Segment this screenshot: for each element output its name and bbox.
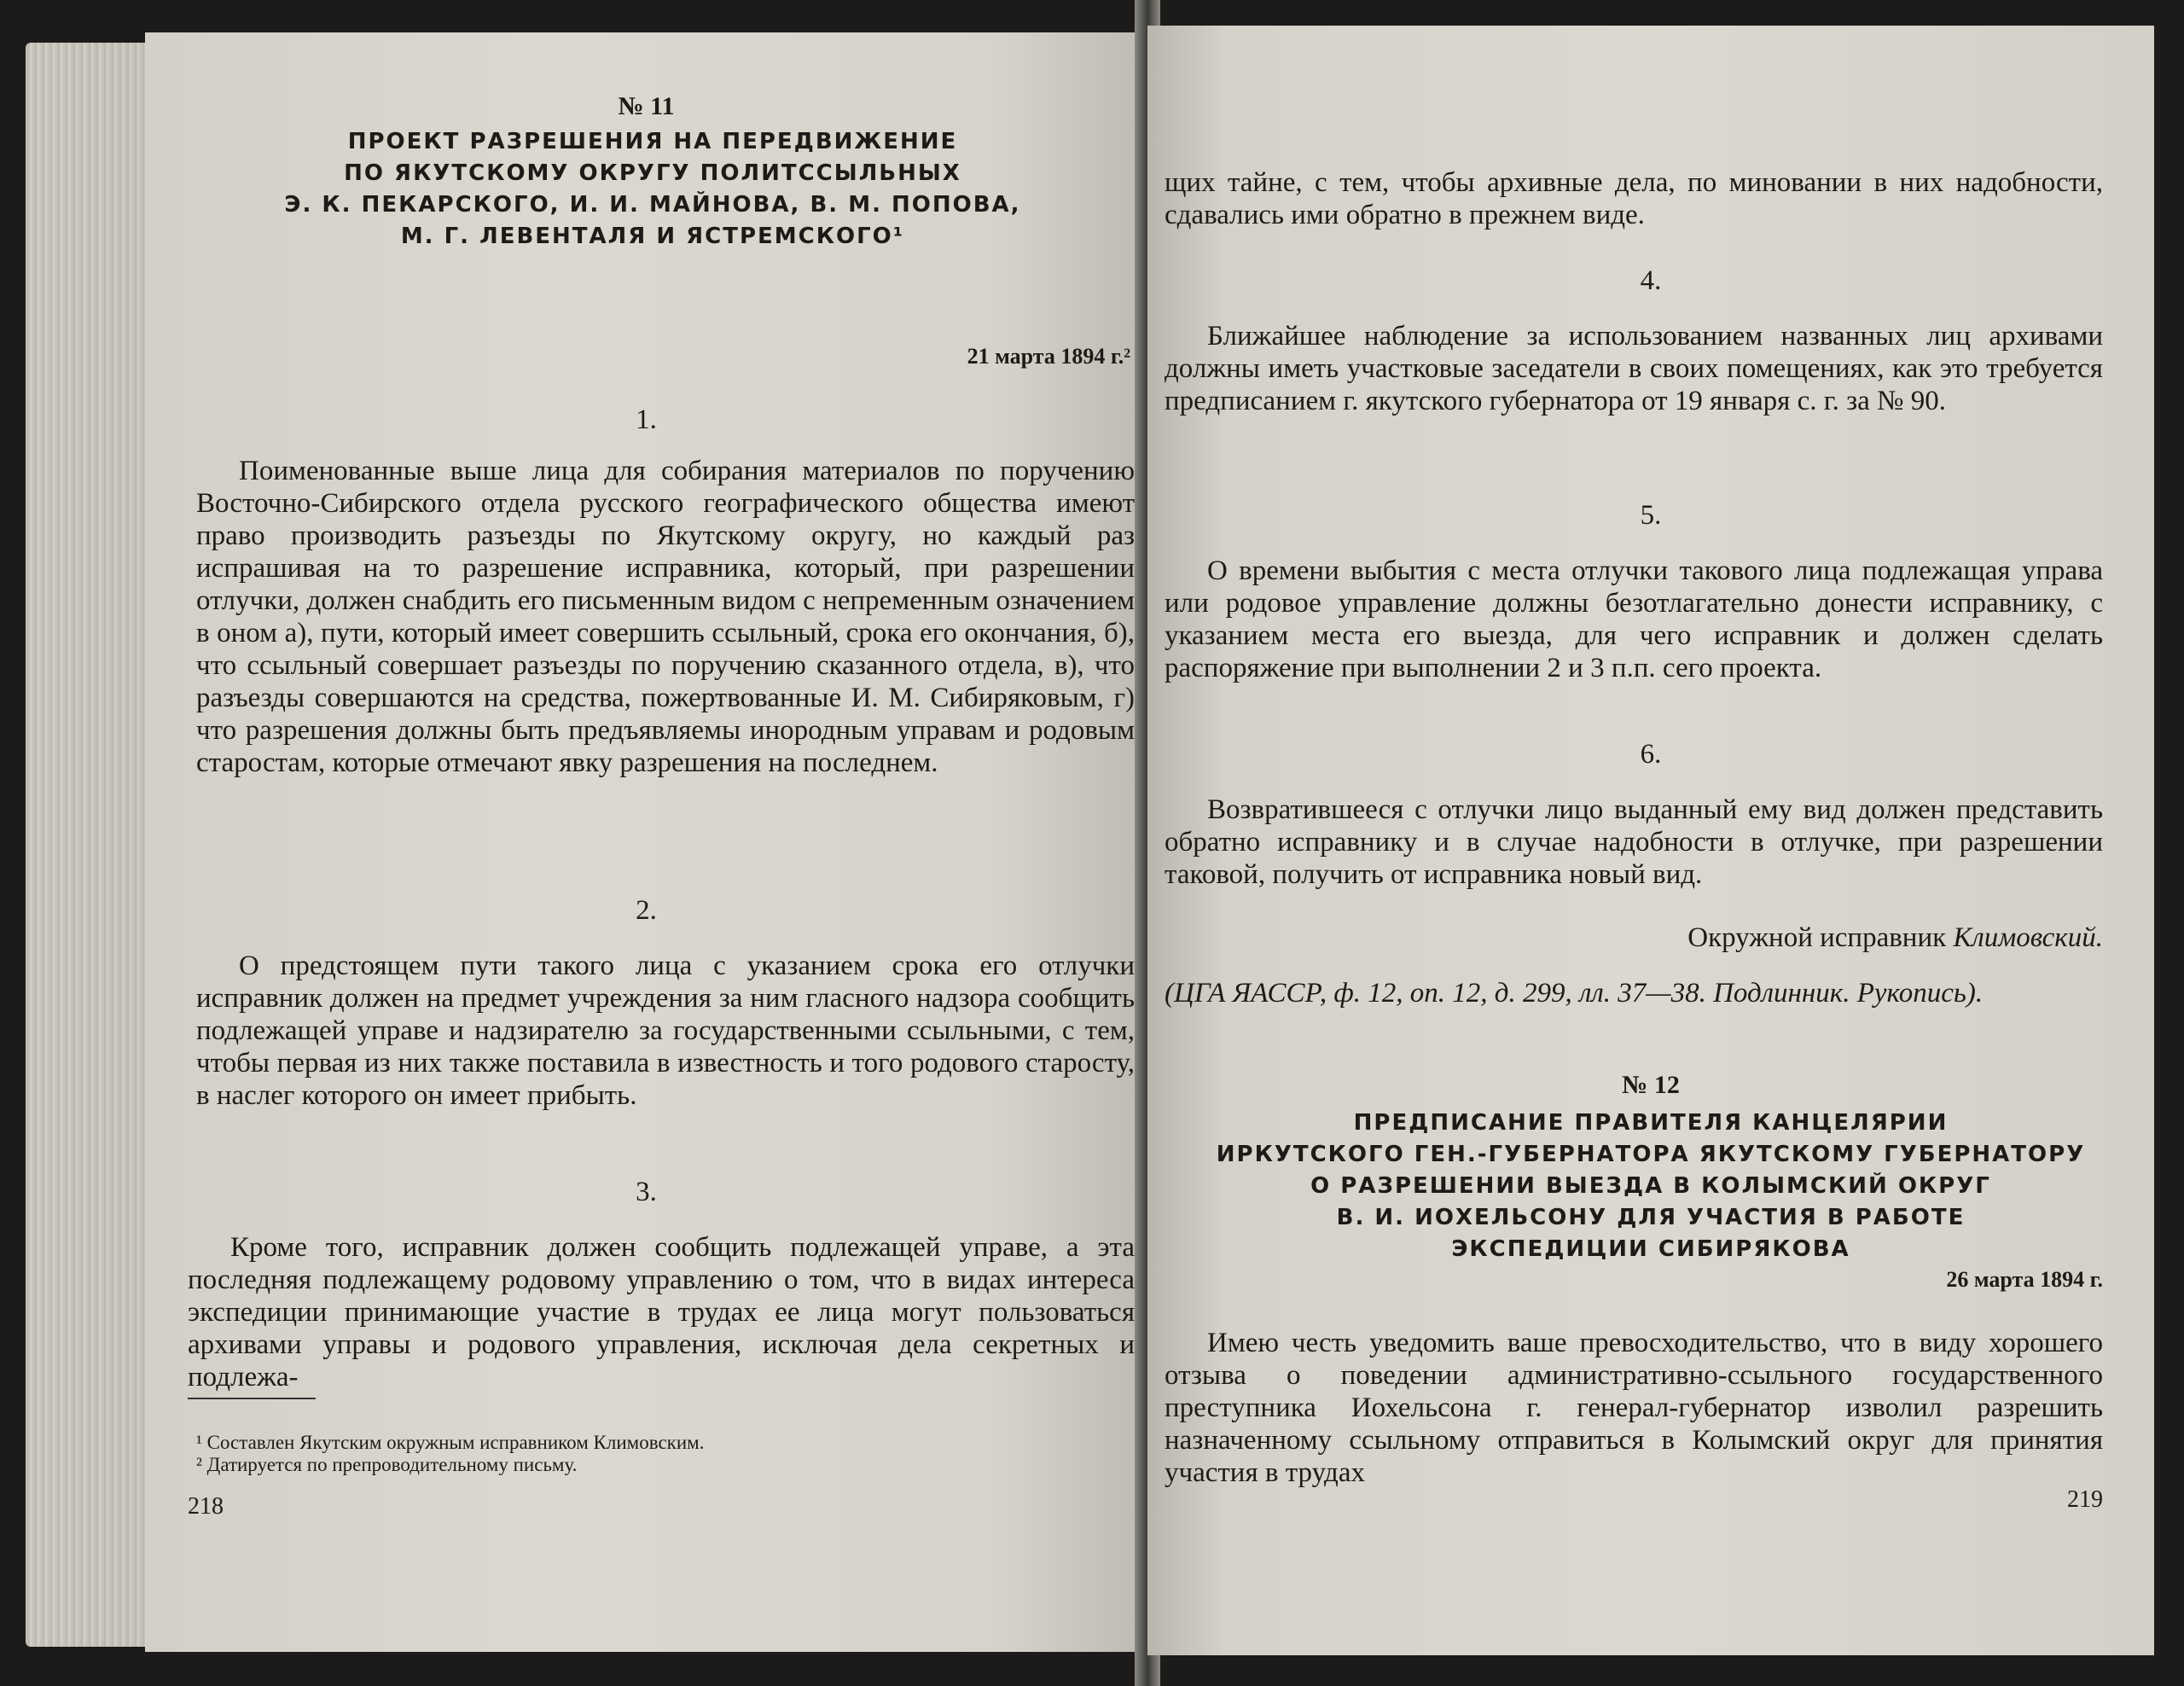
- doc-title: [179, 126, 1126, 253]
- section-number: 4.: [1640, 265, 1662, 296]
- title-line: М. Г. ЛЕВЕНТАЛЯ И ЯСТРЕМСКОГО¹: [400, 224, 905, 249]
- section-number: 5.: [1640, 500, 1662, 531]
- section-text: О предстоящем пути такого лица с указанием срока его отлучки исправник должен на предмет учреждения за ним гласного надзора сообщить подлежащей управе и надзирателю за государственными ссыльными, с тем, чтобы первая из них также поставила в известность и того родового старосту, в наслег которого он имеет прибыть.: [196, 951, 1135, 1111]
- section-text: Ближайшее наблюдение за использованием названных лиц архивами должны иметь участковые заседатели в своих помещениях, как это требуется предписанием г. якутского губернатора от 19 января с. г. за № 90.: [1165, 321, 2103, 416]
- doc-title: [1165, 1108, 2137, 1265]
- doc-date: 26 марта 1894 г.: [1946, 1267, 2103, 1292]
- archive-reference: (ЦГА ЯАССР, ф. 12, оп. 12, д. 299, лл. 37—38. Подлинник. Рукопись).: [1165, 978, 1984, 1009]
- title-line: ЭКСПЕДИЦИИ СИБИРЯКОВА: [1451, 1236, 1850, 1262]
- page-number: 218: [188, 1493, 224, 1520]
- footnote: ² Датируется по препроводительному письму.: [196, 1454, 578, 1475]
- title-line: Э. К. ПЕКАРСКОГО, И. И. МАЙНОВА, В. М. ПОПОВА,: [284, 192, 1021, 218]
- footnote: ¹ Составлен Якутским окружным исправником Климовским.: [196, 1432, 705, 1453]
- signature-name: Климовский.: [1953, 922, 2103, 953]
- footnote-rule: [188, 1398, 316, 1399]
- right-page: [1147, 26, 2154, 1655]
- section-text: Кроме того, исправник должен сообщить подлежащей управе, а эта последняя подлежащему родовому управлению о том, что в видах интереса экспедиции принимающие участие в трудах ее лица могут пользоваться архивами управы и родового управления, исключая дела секретных и подлежа-: [188, 1232, 1135, 1392]
- section-text: Возвратившееся с отлучки лицо выданный ему вид должен представить обратно исправнику и в случае надобности в отлучке, при разрешении таковой, получить от исправника новый вид.: [1165, 794, 2103, 890]
- page-number: 219: [2067, 1486, 2103, 1513]
- title-line: В. И. ИОХЕЛЬСОНУ ДЛЯ УЧАСТИЯ В РАБОТЕ: [1336, 1205, 1966, 1230]
- section-number: 1.: [636, 404, 657, 435]
- page-edges: [26, 43, 154, 1647]
- section-text: Поименованные выше лица для собирания материалов по поручению Восточно-Сибирского отдела русского географического общества имеют право производить разъезды по Якутскому округу, но каждый раз испрашивая на то разрешение исправника, который, при разрешении отлучки, должен снабдить его письменным видом с непременным означением в оном а), пути, который имеет совершить ссыльный, срока его окончания, б), что ссыльный совершает разъезды по поручению сказанного отдела, в), что разъезды совершаются на средства, пожертвованные И. М. Сибиряковым, г) что разрешения должны быть предъявляемы инородным управам и родовым старостам, которые отмечают явку разрешения на последнем.: [196, 456, 1135, 778]
- title-line: ПРОЕКТ РАЗРЕШЕНИЯ НА ПЕРЕДВИЖЕНИЕ: [347, 129, 958, 154]
- signature: [1687, 921, 2103, 954]
- title-line: ПРЕДПИСАНИЕ ПРАВИТЕЛЯ КАНЦЕЛЯРИИ: [1353, 1110, 1949, 1136]
- section-number: 3.: [636, 1177, 657, 1207]
- title-line: О РАЗРЕШЕНИИ ВЫЕЗДА В КОЛЫМСКИЙ ОКРУГ: [1310, 1173, 1991, 1199]
- doc-date: 21 марта 1894 г.²: [967, 344, 1130, 369]
- title-line: ПО ЯКУТСКОМУ ОКРУГУ ПОЛИТССЫЛЬНЫХ: [344, 160, 961, 186]
- signature-role: Окружной исправник: [1687, 922, 1947, 953]
- section-number: 6.: [1640, 739, 1662, 770]
- section-number: 2.: [636, 895, 657, 926]
- left-page: [145, 32, 1147, 1652]
- section-text: О времени выбытия с места отлучки такового лица подлежащая управа или родовое управление должны безотлагательно донести исправнику, с указанием места его выезда, для чего исправник и должен сделать распоряжение при выполнении 2 и 3 п.п. сего проекта.: [1165, 555, 2103, 683]
- title-line: ИРКУТСКОГО ГЕН.-ГУБЕРНАТОРА ЯКУТСКОМУ ГУБЕРНАТОРУ: [1216, 1142, 2086, 1167]
- section-text: Имею честь уведомить ваше превосходительство, что в виду хорошего отзыва о поведении административно-ссыльного государственного преступника Иохельсона г. генерал-губернатор изволил разрешить назначенному ссыльному отправиться в Колымский округ для принятия участия в трудах: [1165, 1328, 2103, 1488]
- continuation-text: щих тайне, с тем, чтобы архивные дела, по миновании в них надобности, сдавались ими обратно в прежнем виде.: [1165, 167, 2103, 230]
- doc-number: № 11: [618, 92, 675, 120]
- doc-number: № 12: [1622, 1071, 1680, 1099]
